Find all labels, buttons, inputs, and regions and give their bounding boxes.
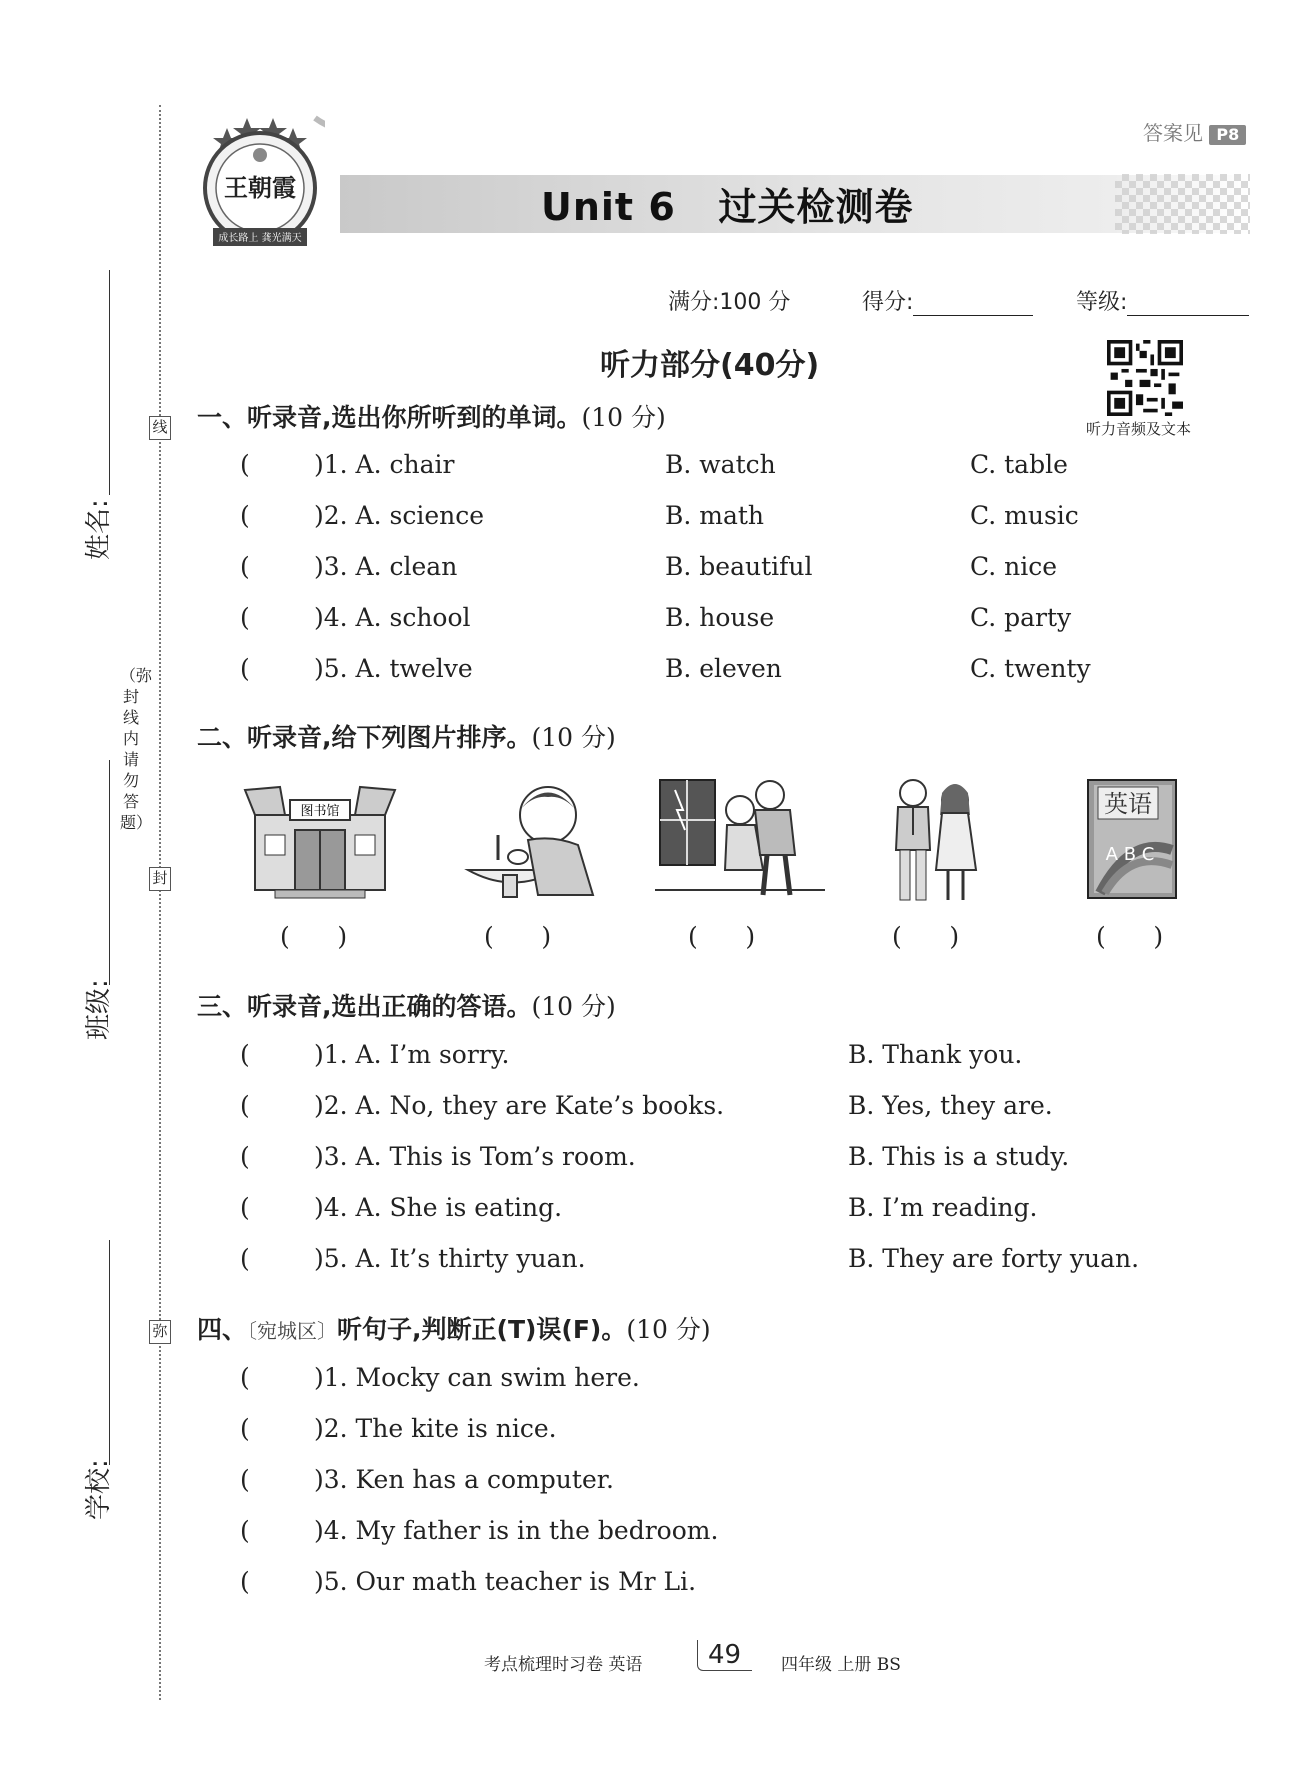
name-label: 姓名: [84, 499, 114, 560]
statement-text: )1. Mocky can swim here. [314, 1363, 640, 1392]
binding-note: （弥封线内请勿答题） [120, 666, 153, 832]
option-c: C. party [970, 603, 1072, 632]
checker-decoration [1115, 174, 1250, 234]
option-b: B. I’m reading. [848, 1193, 1038, 1222]
section3-points: (10 分) [531, 992, 616, 1021]
statement-text: )3. Ken has a computer. [314, 1465, 614, 1494]
bind-box-mi: 弥 [149, 1320, 171, 1344]
answer-paren[interactable]: ( [240, 1567, 250, 1596]
section3-title [197, 987, 616, 1023]
section1-title-text: 一、听录音,选出你所听到的单词。 [197, 403, 582, 432]
answer-paren[interactable]: ( [240, 1091, 250, 1120]
picture-answer-paren[interactable]: ( ) [484, 922, 552, 951]
page-title: Unit 6 过关检测卷 [541, 185, 914, 229]
library-picture [235, 775, 405, 905]
option-a: )2. A. science [314, 501, 485, 530]
region-tag: 〔宛城区〕 [247, 1319, 338, 1343]
answer-paren[interactable]: ( [240, 1142, 250, 1171]
option-a: )4. A. school [314, 603, 471, 632]
publisher-logo [195, 110, 325, 255]
listening-part-title: 听力部分(40分) [600, 348, 820, 383]
statement-text: )2. The kite is nice. [314, 1414, 557, 1443]
option-c: C. music [970, 501, 1079, 530]
book-letters: A B C [1105, 844, 1155, 865]
picture-answer-paren[interactable]: ( ) [688, 922, 756, 951]
bind-box-seal: 封 [149, 867, 171, 891]
logo-banner-text: 成长路上 龚光满天 [218, 233, 302, 244]
option-b: B. eleven [665, 654, 782, 683]
answer-paren[interactable]: ( [240, 1244, 250, 1273]
bind-box-line: 线 [149, 416, 171, 440]
qr-caption: 听力音频及文本 [1086, 420, 1192, 438]
couple-picture [858, 775, 1028, 905]
option-b: B. watch [665, 450, 776, 479]
section2-title-text: 二、听录音,给下列图片排序。 [197, 723, 532, 752]
option-c: C. nice [970, 552, 1058, 581]
section1-title [197, 398, 666, 434]
class-label: 班级: [84, 979, 114, 1040]
score-label: 得分: [862, 290, 914, 315]
binding-dotted-line [159, 105, 161, 1700]
section1-points: (10 分) [581, 403, 666, 432]
answer-paren[interactable]: ( [240, 1414, 250, 1443]
option-a: )5. A. It’s thirty yuan. [314, 1244, 586, 1273]
section4-title [197, 1310, 711, 1346]
option-b: B. Yes, they are. [848, 1091, 1053, 1120]
boy-washing-picture [458, 775, 628, 905]
answer-paren[interactable]: ( [240, 603, 250, 632]
school-label: 学校: [84, 1459, 114, 1520]
option-b: B. Thank you. [848, 1040, 1023, 1069]
option-b: B. house [665, 603, 775, 632]
option-b: B. math [665, 501, 765, 530]
score-field [862, 285, 1033, 316]
picture-answer-paren[interactable]: ( ) [1096, 922, 1164, 951]
full-score: 满分:100 分 [668, 290, 791, 315]
answer-reference [1143, 117, 1246, 146]
footer-left: 考点梳理时习卷 英语 [484, 1655, 643, 1675]
qr-code-icon[interactable] [1107, 340, 1183, 416]
answer-paren[interactable]: ( [240, 501, 250, 530]
option-a: )5. A. twelve [314, 654, 473, 683]
statement-text: )4. My father is in the bedroom. [314, 1516, 719, 1545]
school-line[interactable] [109, 1240, 110, 1465]
name-line[interactable] [109, 270, 110, 495]
grade-blank[interactable] [1127, 291, 1249, 316]
answer-paren[interactable]: ( [240, 1040, 250, 1069]
option-a: )3. A. This is Tom’s room. [314, 1142, 636, 1171]
english-book-picture [1060, 775, 1230, 905]
section4-points: (10 分) [626, 1315, 711, 1344]
option-b: B. This is a study. [848, 1142, 1070, 1171]
answer-paren[interactable]: ( [240, 1465, 250, 1494]
statement-text: )5. Our math teacher is Mr Li. [314, 1567, 697, 1596]
section4-prefix: 四、 [197, 1315, 248, 1344]
picture-answer-paren[interactable]: ( ) [892, 922, 960, 951]
answer-paren[interactable]: ( [240, 450, 250, 479]
class-line[interactable] [109, 760, 110, 985]
library-sign: 图书馆 [300, 804, 340, 819]
section4-title-text: 听句子,判断正(T)误(F)。 [337, 1315, 627, 1344]
option-b: B. beautiful [665, 552, 813, 581]
section2-title [197, 718, 616, 754]
answer-ref-text: 答案见 [1143, 121, 1203, 145]
answer-paren[interactable]: ( [240, 654, 250, 683]
option-c: C. twenty [970, 654, 1091, 683]
option-c: C. table [970, 450, 1068, 479]
option-a: )1. A. I’m sorry. [314, 1040, 510, 1069]
grade-label: 等级: [1076, 290, 1128, 315]
score-blank[interactable] [913, 291, 1033, 316]
option-a: )1. A. chair [314, 450, 455, 479]
answer-paren[interactable]: ( [240, 1516, 250, 1545]
answer-paren[interactable]: ( [240, 1193, 250, 1222]
section3-title-text: 三、听录音,选出正确的答语。 [197, 992, 532, 1021]
footer-right: 四年级 上册 BS [781, 1655, 901, 1675]
section2-points: (10 分) [531, 723, 616, 752]
grade-field [1076, 285, 1249, 316]
answer-paren[interactable]: ( [240, 552, 250, 581]
option-b: B. They are forty yuan. [848, 1244, 1140, 1273]
book-title: 英语 [1104, 790, 1152, 818]
option-a: )3. A. clean [314, 552, 458, 581]
option-a: )2. A. No, they are Kate’s books. [314, 1091, 725, 1120]
page-number: 49 [708, 1640, 742, 1670]
logo-text: 王朝霞 [224, 173, 296, 202]
picture-answer-paren[interactable]: ( ) [280, 922, 348, 951]
window-picture [655, 775, 825, 905]
answer-paren[interactable]: ( [240, 1363, 250, 1392]
option-a: )4. A. She is eating. [314, 1193, 563, 1222]
answer-page-tag: P8 [1209, 125, 1246, 145]
